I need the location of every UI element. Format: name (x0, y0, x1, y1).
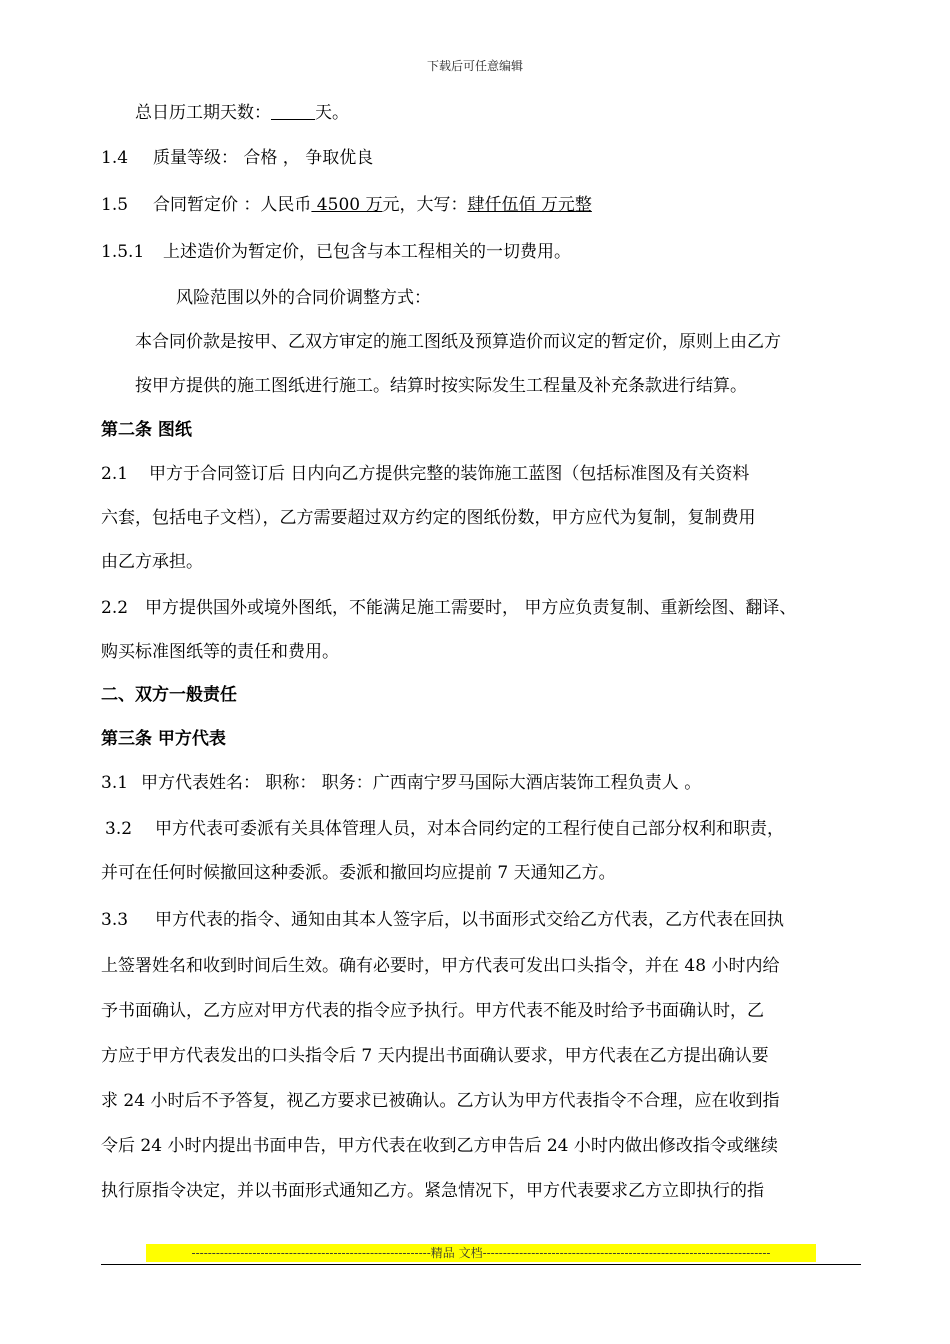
clause-number: 1.5.1 (101, 242, 145, 262)
contract-price-words: 肆仟伍佰 万元整 (467, 195, 592, 215)
clause-3-2 (105, 817, 784, 841)
page-header: 下载后可任意编辑 (426, 59, 523, 73)
paragraph-line: 由乙方承担。 (101, 552, 203, 572)
paragraph-line: 六套，包括电子文档），乙方需要超过双方约定的图纸份数，甲方应代为复制，复制费用 (101, 508, 756, 528)
clause-number: 2.1 (101, 464, 129, 484)
clause-2-1 (101, 462, 749, 486)
paragraph-line: 购买标准图纸等的责任和费用。 (101, 642, 339, 662)
paragraph-line: 求 24 小时后不予答复，视乙方要求已被确认。乙方认为甲方代表指令不合理，应在收到指 (101, 1091, 780, 1111)
total-days-label: 总日历工期天数： (135, 103, 271, 123)
paragraph-line: 并可在任何时候撤回这种委派。委派和撤回均应提前 7 天通知乙方。 (101, 863, 616, 883)
clause-text: 甲方代表的指令、通知由其本人签字后，以书面形式交给乙方代表，乙方代表在回执 (155, 910, 784, 930)
clause-3-3 (101, 908, 784, 932)
clause-number: 3.3 (101, 910, 129, 930)
paragraph-line: 执行原指令决定，并以书面形式通知乙方。紧急情况下，甲方代表要求乙方立即执行的指 (101, 1181, 764, 1201)
total-days-unit: 天。 (315, 103, 349, 123)
clause-3-1 (101, 771, 701, 795)
page-footer-banner: -----------------------------------------------------------精品 文档----------------------------------------------------------------------- (146, 1244, 816, 1262)
paragraph-line: 令后 24 小时内提出书面申告，甲方代表在收到乙方申告后 24 小时内做出修改指令或继续 (101, 1136, 778, 1156)
paragraph-line: 方应于甲方代表发出的口头指令后 7 天内提出书面确认要求，甲方代表在乙方提出确认要 (101, 1046, 769, 1066)
clause-text: 甲方于合同签订后 日内向乙方提供完整的装饰施工蓝图（包括标准图及有关资料 (149, 464, 750, 484)
contract-price-amount: 4500 万 (311, 195, 383, 215)
clause-number: 1.5 (101, 195, 129, 215)
total-days-line (135, 101, 349, 125)
clause-2-2 (101, 596, 796, 620)
clause-number: 2.2 (101, 598, 129, 618)
clause-text: 上述造价为暂定价，已包含与本工程相关的一切费用。 (163, 242, 571, 262)
clause-text: 甲方代表姓名： 职称： 职务：广西南宁罗马国际大酒店装饰工程负责人 。 (141, 773, 702, 793)
clause-text: 甲方代表可委派有关具体管理人员，对本合同约定的工程行使自己部分权利和职责， (155, 819, 784, 839)
clause-1-4 (101, 146, 373, 170)
paragraph-line: 上签署姓名和收到时间后生效。确有必要时，甲方代表可发出口头指令，并在 48 小时内给 (101, 956, 780, 976)
clause-text: 质量等级： 合格 ， 争取优良 (153, 148, 374, 168)
section-heading-general-duties: 二、双方一般责任 (101, 685, 237, 705)
total-days-blank (271, 101, 315, 120)
section-heading-drawings: 第二条 图纸 (101, 420, 192, 440)
clause-number: 3.1 (101, 773, 129, 793)
paragraph-line: 予书面确认，乙方应对甲方代表的指令应予执行。甲方代表不能及时给予书面确认时，乙 (101, 1001, 764, 1021)
contract-price-label: 合同暂定价 ：人民币 (153, 195, 312, 215)
clause-number: 3.2 (105, 819, 133, 839)
clause-1-5 (101, 193, 592, 217)
clause-1-5-1 (101, 240, 571, 264)
clause-number: 1.4 (101, 148, 129, 168)
paragraph-line: 本合同价款是按甲、乙双方审定的施工图纸及预算造价而议定的暂定价，原则上由乙方 (135, 332, 781, 352)
footer-rule (101, 1264, 861, 1265)
paragraph-line: 按甲方提供的施工图纸进行施工。结算时按实际发生工程量及补充条款进行结算。 (135, 376, 747, 396)
contract-price-words-label: 元，大写： (382, 195, 468, 215)
risk-adjust-line: 风险范围以外的合同价调整方式： (176, 288, 431, 308)
clause-text: 甲方提供国外或境外图纸，不能满足施工需要时， 甲方应负责复制、重新绘图、翻译、 (145, 598, 797, 618)
section-heading-party-a-rep: 第三条 甲方代表 (101, 729, 226, 749)
